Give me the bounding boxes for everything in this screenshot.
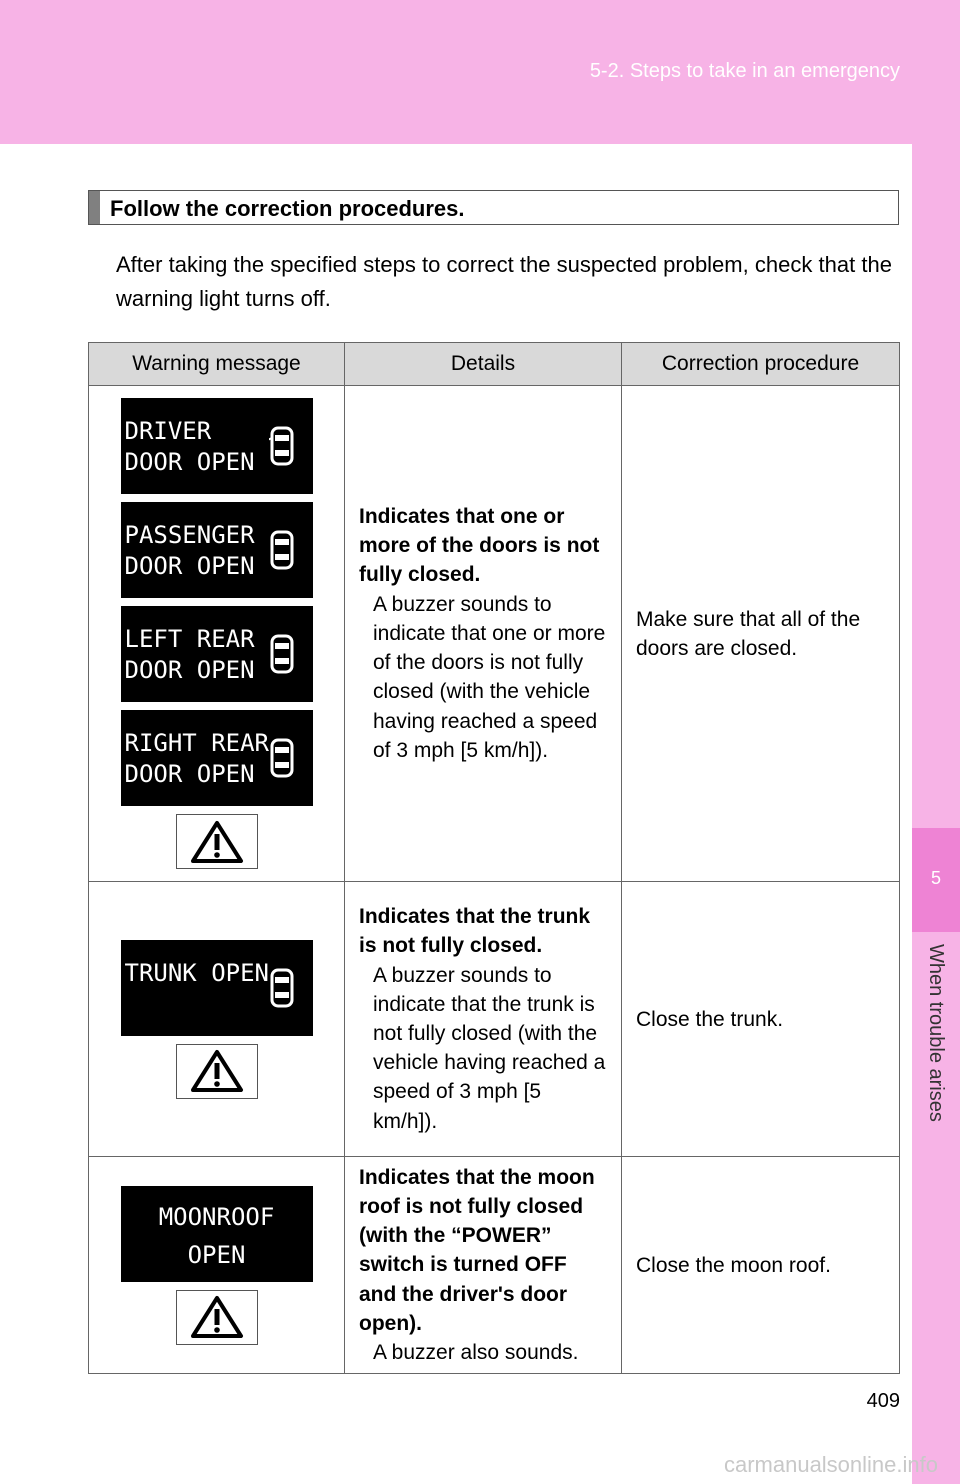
table-row [89,1157,900,1374]
lcd-moonroof-open [121,1186,313,1282]
details-cell [345,882,622,1157]
car-door-icon [269,634,295,674]
watermark: carmanualsonline.info [723,1452,938,1477]
correction-cell: Close the moon roof. [622,1157,900,1374]
warning-table [88,342,900,1374]
details-explanation: A buzzer sounds to indicate that the trunk is not fully closed (with the vehicle having reached a speed of 3 mph [5 km/h]). [373,963,606,1133]
details-summary: Indicates that one or more of the doors is not fully closed. [359,505,600,587]
page-number: 409 [866,1390,900,1412]
lcd-right-rear-door-open [121,710,313,806]
details-summary: Indicates that the trunk is not fully closed. [359,905,591,958]
lcd-text: MOONROOF OPEN [158,1202,275,1269]
correction-cell: Close the trunk. [622,882,900,1157]
details-cell [345,386,622,882]
lcd-passenger-door-open [121,502,313,598]
procedure-heading-text: Follow the correction procedures. [110,196,465,221]
lcd-text: RIGHT REAR DOOR OPEN [124,729,269,788]
lcd-text: PASSENGER DOOR OPEN [124,521,255,580]
col-header-details: Details [345,343,622,386]
table-row [89,386,900,882]
chapter-number: 5 [930,868,941,888]
warning-message-cell [89,386,345,882]
heading-bar [89,191,100,224]
table-row [89,882,900,1157]
procedure-heading [88,190,899,225]
warning-triangle-icon [176,814,258,869]
chapter-side-tab [912,144,960,1484]
details-cell [345,1157,622,1374]
car-door-icon [269,426,295,466]
warning-triangle-icon [176,1290,258,1345]
lcd-driver-door-open [121,398,313,494]
lcd-left-rear-door-open [121,606,313,702]
warning-triangle-icon [176,1044,258,1099]
details-explanation: A buzzer sounds to indicate that one or more of the doors is not fully closed (with the vehicle having reached a speed of 3 mph [5 km/h]). [373,592,606,762]
car-door-icon [269,968,295,1008]
page-header [0,0,960,144]
details-explanation: A buzzer also sounds. [373,1341,579,1364]
lcd-text: LEFT REAR DOOR OPEN [124,625,255,684]
warning-message-cell [89,1157,345,1374]
correction-cell: Make sure that all of the doors are closed. [622,386,900,882]
section-title: 5-2. Steps to take in an emergency [589,60,900,82]
warning-message-cell [89,882,345,1157]
col-header-correction: Correction procedure [622,343,900,386]
details-summary: Indicates that the moon roof is not fully closed (with the “POWER” switch is turned OFF and the driver's door open). [359,1165,595,1335]
lcd-trunk-open [121,940,313,1036]
lcd-text: DRIVER DOOR OPEN [124,417,255,476]
car-door-icon [269,738,295,778]
car-door-icon [269,530,295,570]
table-header-row [89,343,900,386]
lcd-text: TRUNK OPEN [124,958,269,987]
intro-paragraph: After taking the specified steps to correct the suspected problem, check that the warning light turns off. [116,252,892,311]
col-header-warning-message: Warning message [89,343,345,386]
chapter-name: When trouble arises [925,944,947,1122]
